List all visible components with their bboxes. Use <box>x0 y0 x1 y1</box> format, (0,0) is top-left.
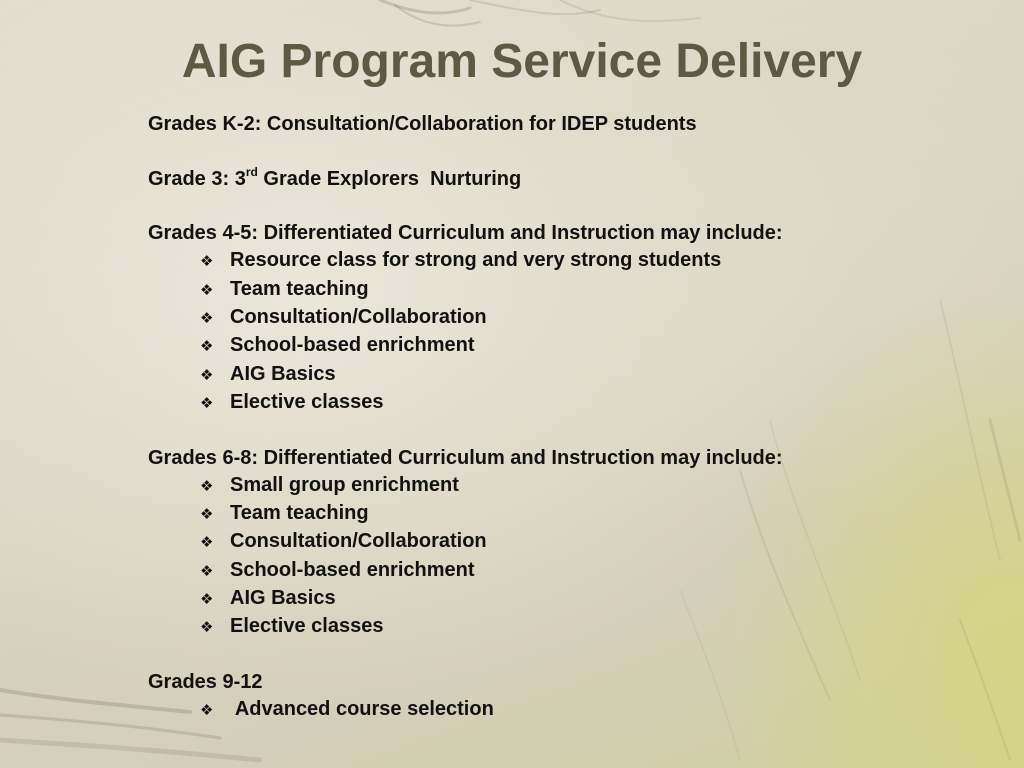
grade-3-suffix: Grade Explorers Nurturing <box>257 167 522 190</box>
diamond-bullet-icon: ❖ <box>200 701 214 720</box>
diamond-bullet-icon: ❖ <box>200 618 214 637</box>
diamond-bullet-icon: ❖ <box>200 252 214 271</box>
list-item <box>148 500 968 528</box>
diamond-bullet-icon: ❖ <box>200 393 214 412</box>
diamond-bullet-icon: ❖ <box>200 309 214 328</box>
list-item <box>148 528 968 556</box>
diamond-bullet-icon: ❖ <box>200 590 214 609</box>
list-item <box>148 613 968 641</box>
diamond-bullet-icon: ❖ <box>200 561 214 580</box>
grades-4-5-heading: Grades 4-5: Differentiated Curriculum and Instruction may include: <box>148 222 783 245</box>
diamond-bullet-icon: ❖ <box>200 476 214 495</box>
grades-9-12-list <box>148 696 968 724</box>
list-item-label: AIG Basics <box>230 362 336 385</box>
list-item <box>148 557 968 585</box>
diamond-bullet-icon: ❖ <box>200 337 214 356</box>
list-item <box>148 585 968 613</box>
grade-3-line <box>148 166 968 193</box>
grades-9-12-heading: Grades 9-12 <box>148 670 263 693</box>
grades-k2-line: Grades K-2: Consultation/Collaboration for IDEP students <box>148 113 697 135</box>
slide-title: AIG Program Service Delivery <box>181 35 863 88</box>
list-item <box>148 276 968 304</box>
spacer <box>148 138 968 165</box>
list-item <box>148 696 968 724</box>
grade-3-superscript: rd <box>245 164 258 179</box>
diamond-bullet-icon: ❖ <box>200 365 214 384</box>
list-item <box>148 361 968 389</box>
spacer <box>148 417 968 444</box>
list-item <box>148 304 968 332</box>
list-item-label: Advanced course selection <box>230 698 494 721</box>
list-item <box>148 247 968 275</box>
list-item-label: School-based enrichment <box>230 334 475 357</box>
spacer <box>148 642 968 669</box>
list-item-label: Elective classes <box>230 615 384 638</box>
diamond-bullet-icon: ❖ <box>200 505 214 524</box>
list-item-label: Consultation/Collaboration <box>230 306 487 329</box>
list-item-label: School-based enrichment <box>230 558 475 581</box>
grades-4-5-list <box>148 247 968 417</box>
grades-6-8-heading: Grades 6-8: Differentiated Curriculum and Instruction may include: <box>148 446 783 469</box>
diamond-bullet-icon: ❖ <box>200 533 214 552</box>
list-item <box>148 332 968 360</box>
list-item-label: AIG Basics <box>230 587 336 610</box>
list-item-label: Consultation/Collaboration <box>230 530 487 553</box>
list-item-label: Team teaching <box>230 277 369 300</box>
list-item-label: Elective classes <box>230 390 384 413</box>
list-item <box>148 472 968 500</box>
diamond-bullet-icon: ❖ <box>200 280 214 299</box>
grade-3-prefix: Grade 3: 3 <box>148 167 246 190</box>
list-item-label: Resource class for strong and very strong students <box>230 249 722 272</box>
slide-body <box>148 111 968 725</box>
list-item <box>148 389 968 417</box>
list-item-label: Team teaching <box>230 502 369 525</box>
list-item-label: Small group enrichment <box>230 473 459 496</box>
grades-6-8-list <box>148 472 968 642</box>
spacer <box>148 193 968 220</box>
